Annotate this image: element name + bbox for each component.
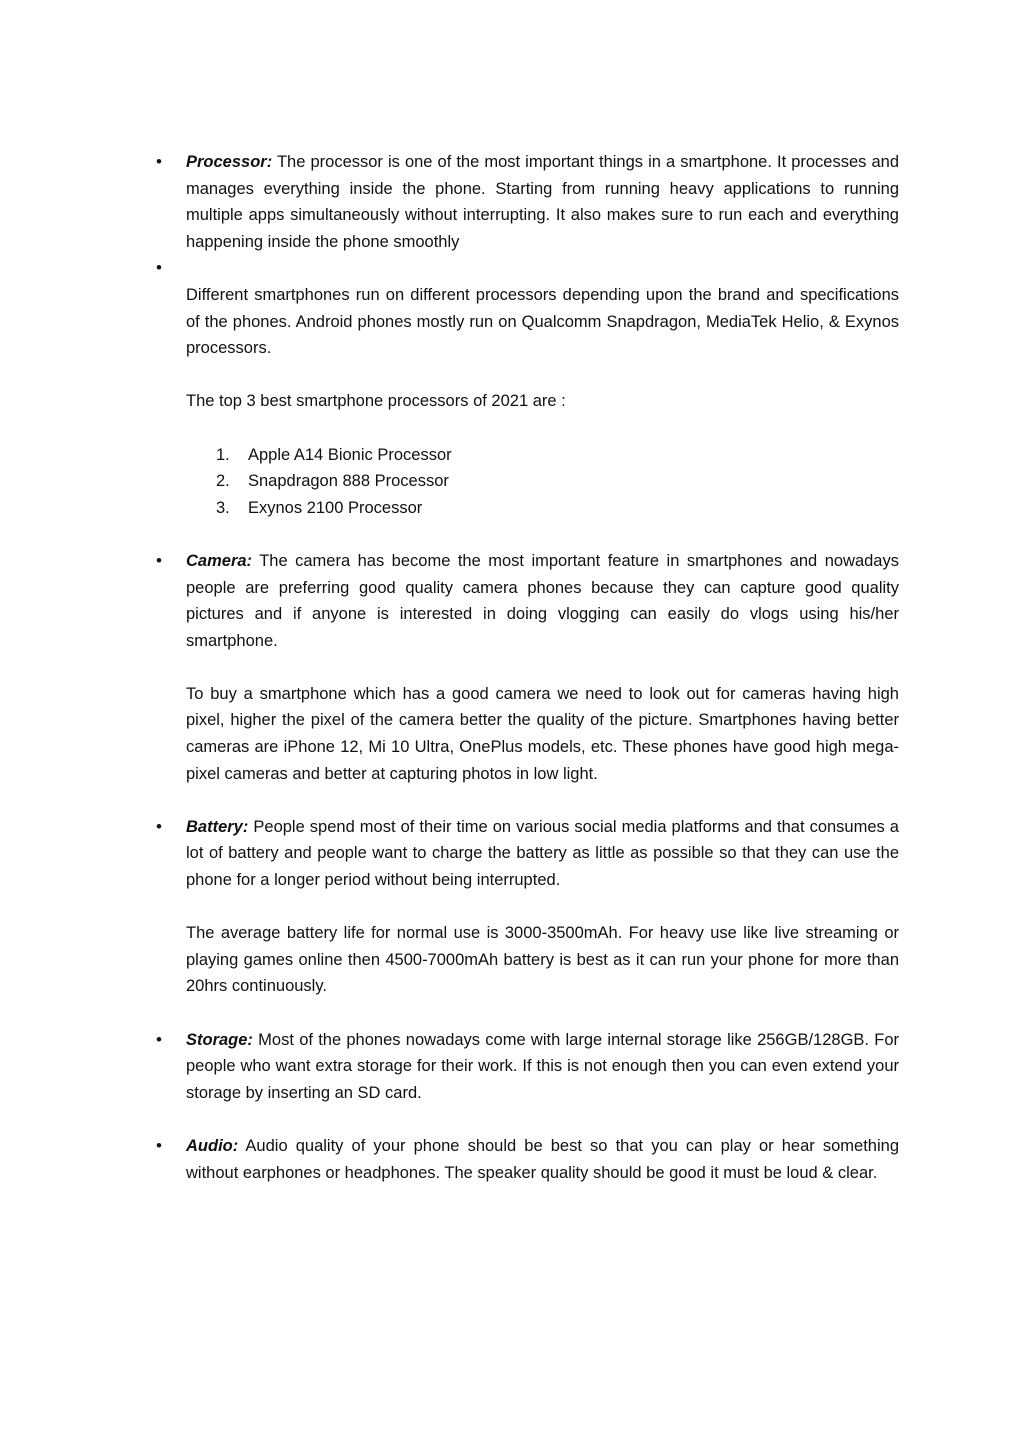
spacer [186, 654, 899, 681]
list-number: 1. [216, 445, 230, 464]
bullet-camera [156, 548, 899, 654]
list-item [186, 468, 899, 495]
empty-bullet-line [186, 255, 899, 282]
storage-text: Most of the phones nowadays come with large internal storage like 256GB/128GB. For people who want extra storage for their work. If this is not enough then you can even extend your storage by inserting an SD card. [186, 1030, 899, 1102]
bullet-audio [156, 1133, 899, 1186]
spacer [186, 415, 899, 442]
battery-text: People spend most of their time on various social media platforms and that consumes a lot of battery and people want to charge the battery as little as possible so that they can use the phone for a longer period without being interrupted. [186, 817, 899, 890]
top3-intro: The top 3 best smartphone processors of 2021 are : [186, 392, 566, 411]
bullet-icon: • [156, 258, 162, 278]
bullet-battery [156, 814, 899, 894]
processor-heading: Processor: [186, 153, 273, 171]
list-text: Snapdragon 888 Processor [248, 472, 449, 491]
camera-heading: Camera: [186, 551, 253, 570]
bullet-empty [156, 255, 899, 282]
battery-average-paragraph: The average battery life for normal use is 3000-3500mAh. For heavy use like live streaming or playing games online then 4500-7000mAh battery is best as it can run your phone for more than 20hrs continuously. [186, 924, 899, 996]
audio-paragraph [186, 1133, 899, 1186]
battery-paragraph [186, 814, 899, 894]
storage-paragraph [186, 1027, 899, 1107]
spacer [186, 362, 899, 389]
document-body [156, 149, 899, 1186]
camera-paragraph [186, 548, 899, 654]
bullet-storage [156, 1027, 899, 1107]
battery-heading: Battery: [186, 817, 249, 836]
bullet-icon: • [156, 152, 162, 171]
list-number: 2. [216, 472, 230, 491]
different-processors-paragraph: Different smartphones run on different processors depending upon the brand and specifications of the phones. Android phones mostly run on Qualcomm Snapdragon, MediaTek Helio, & Exynos processors. [186, 285, 899, 358]
list-text: Apple A14 Bionic Processor [248, 445, 452, 464]
spacer [186, 521, 899, 548]
processor-paragraph [186, 149, 899, 255]
bullet-icon: • [156, 816, 162, 836]
spacer [186, 1000, 899, 1027]
top3-list [186, 442, 899, 522]
list-number: 3. [216, 498, 230, 517]
list-text: Exynos 2100 Processor [248, 498, 423, 517]
bullet-processor [156, 149, 899, 255]
camera-text: The camera has become the most important feature in smartphones and nowadays people are preferring good quality camera phones because they can capture good quality pictures and if anyone is interested in doing vlogging can easily do vlogs using his/her smartphone. [186, 551, 899, 650]
bullet-icon: • [156, 1135, 162, 1155]
spacer [186, 1106, 899, 1133]
audio-heading: Audio: [186, 1136, 239, 1155]
audio-text: Audio quality of your phone should be best so that you can play or hear something without earphones or headphones. The speaker quality should be good it must be loud & clear. [186, 1136, 899, 1182]
storage-heading: Storage: [186, 1030, 253, 1049]
bullet-icon: • [156, 1029, 162, 1049]
list-item [186, 442, 899, 469]
spacer [186, 787, 899, 814]
processor-text: The processor is one of the most important things in a smartphone. It processes and manages everything inside the phone. Starting from running heavy applications to running multiple apps simultaneously without interrupting. It also makes sure to run each and everything happening inside the phone smoothly [186, 153, 899, 251]
camera-buy-paragraph: To buy a smartphone which has a good camera we need to look out for cameras having high pixel, higher the pixel of the camera better the quality of the picture. Smartphones having better cameras are iPhone 12, Mi 10 Ultra, OnePlus models, etc. These phones have good high mega-pixel cameras and better at capturing photos in low light. [186, 684, 899, 783]
spacer [186, 894, 899, 921]
list-item [186, 495, 899, 522]
bullet-icon: • [156, 550, 162, 570]
